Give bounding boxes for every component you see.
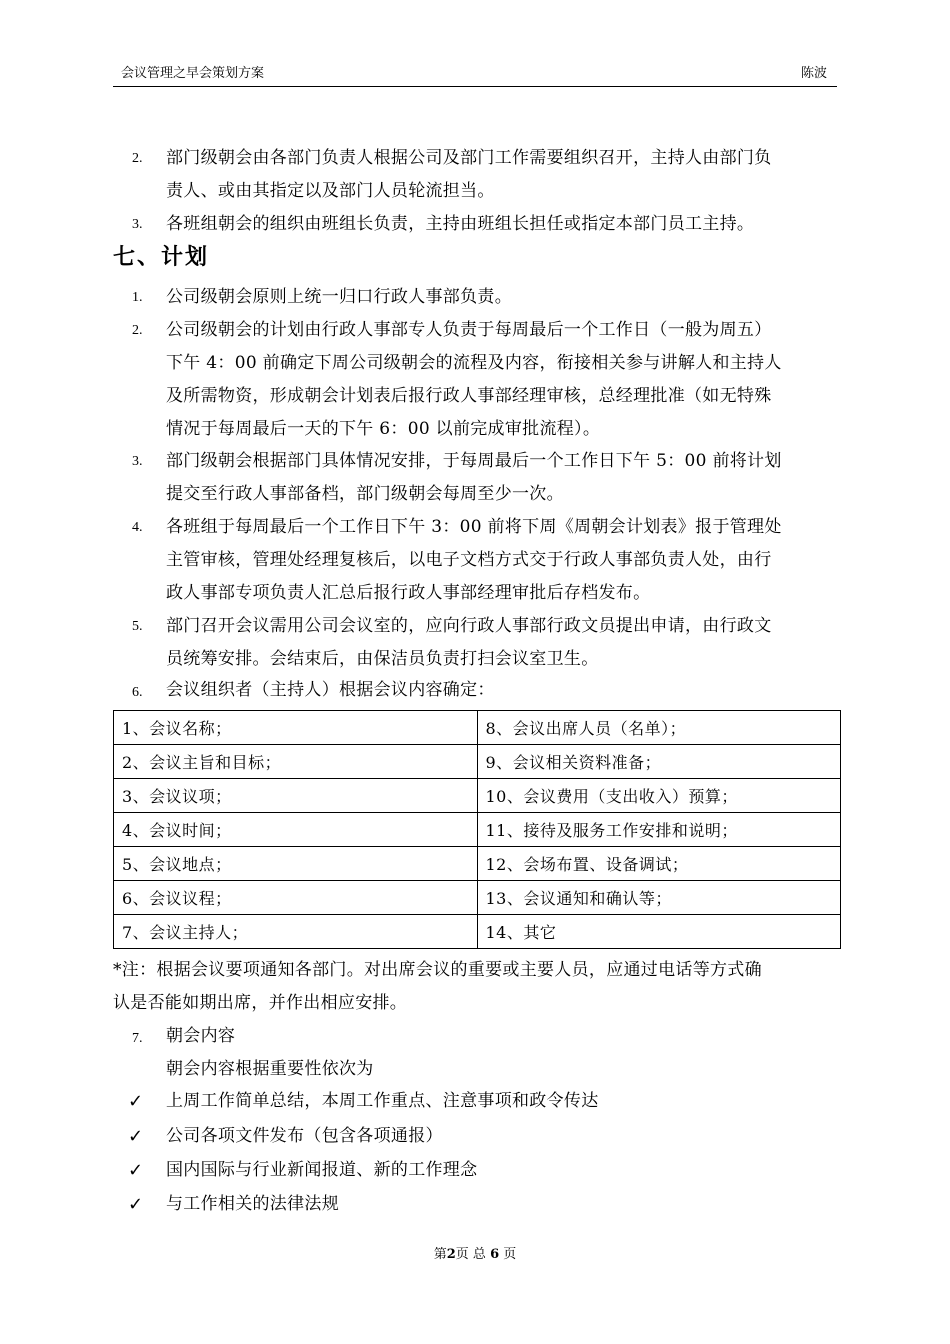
header-author: 陈波 bbox=[800, 66, 827, 81]
table-note bbox=[113, 954, 843, 1020]
page-footer bbox=[0, 1245, 950, 1265]
footer-page-number: 2 bbox=[446, 1247, 456, 1262]
list-item bbox=[166, 1020, 844, 1086]
list-item bbox=[166, 674, 844, 707]
footer-suffix: 页 bbox=[499, 1247, 517, 1262]
table-cell: 7、会议主持人； bbox=[114, 915, 478, 949]
table-cell: 3、会议议项； bbox=[114, 779, 478, 813]
list-item-line: 公司级朝会的计划由行政人事部专人负责于每周最后一个工作日（一般为周五） bbox=[166, 320, 772, 340]
list-item bbox=[166, 314, 844, 446]
table-row bbox=[114, 847, 841, 881]
table-cell: 13、会议通知和确认等； bbox=[477, 881, 841, 915]
list-number: 2. bbox=[132, 323, 143, 338]
meeting-items-table bbox=[113, 710, 841, 949]
table-row bbox=[114, 813, 841, 847]
table-row bbox=[114, 745, 841, 779]
table-row bbox=[114, 711, 841, 745]
check-item: 上周工作简单总结，本周工作重点、注意事项和政令传达 bbox=[166, 1091, 599, 1111]
checkmark-icon: ✓ bbox=[128, 1091, 144, 1112]
list-item bbox=[166, 142, 844, 208]
table-cell: 2、会议主旨和目标； bbox=[114, 745, 478, 779]
table-row bbox=[114, 881, 841, 915]
check-item: 公司各项文件发布（包含各项通报） bbox=[166, 1126, 443, 1146]
footer-prefix: 第 bbox=[433, 1247, 447, 1262]
table-cell: 11、接待及服务工作安排和说明； bbox=[477, 813, 841, 847]
list-item-line: 政人事部专项负责人汇总后报行政人事部经理审批后存档发布。 bbox=[166, 583, 651, 603]
checkmark-icon: ✓ bbox=[128, 1160, 144, 1181]
list-number: 3. bbox=[132, 454, 143, 469]
list-item-title: 朝会内容 bbox=[166, 1026, 236, 1046]
list-number: 3. bbox=[132, 217, 143, 232]
list-number: 5. bbox=[132, 619, 143, 634]
table-cell: 5、会议地点； bbox=[114, 847, 478, 881]
list-item-line: 提交至行政人事部备档，部门级朝会每周至少一次。 bbox=[166, 484, 564, 504]
note-line: 认是否能如期出席，并作出相应安排。 bbox=[113, 993, 408, 1013]
list-item-line: 各班组于每周最后一个工作日下午 3：00 前将下周《周朝会计划表》报于管理处 bbox=[166, 517, 782, 537]
list-item-line: 公司级朝会原则上统一归口行政人事部负责。 bbox=[166, 287, 512, 307]
footer-middle: 页 总 bbox=[455, 1247, 486, 1262]
list-item-line: 主管审核，管理处经理复核后，以电子文档方式交于行政人事部负责人处，由行 bbox=[166, 550, 772, 570]
list-item bbox=[166, 445, 844, 511]
table-cell: 8、会议出席人员（名单）； bbox=[477, 711, 841, 745]
list-item-line: 及所需物资，形成朝会计划表后报行政人事部经理审核，总经理批准（如无特殊 bbox=[166, 386, 772, 406]
list-item-line: 下午 4：00 前确定下周公司级朝会的流程及内容，衔接相关参与讲解人和主持人 bbox=[166, 353, 782, 373]
list-item bbox=[166, 511, 844, 610]
table-row bbox=[114, 779, 841, 813]
list-item-line: 情况于每周最后一天的下午 6：00 以前完成审批流程）。 bbox=[166, 419, 601, 439]
list-item-line: 员统筹安排。会结束后，由保洁员负责打扫会议室卫生。 bbox=[166, 649, 599, 669]
section-title: 七、计划 bbox=[113, 245, 210, 270]
check-item: 国内国际与行业新闻报道、新的工作理念 bbox=[166, 1160, 478, 1180]
list-item-line: 部门召开会议需用公司会议室的，应向行政人事部行政文员提出申请，由行政文 bbox=[166, 616, 772, 636]
table-cell: 6、会议议程； bbox=[114, 881, 478, 915]
list-item bbox=[166, 208, 844, 241]
check-item: 与工作相关的法律法规 bbox=[166, 1194, 339, 1214]
list-item-line: 部门级朝会根据部门具体情况安排，于每周最后一个工作日下午 5：00 前将计划 bbox=[166, 451, 782, 471]
list-item-line: 会议组织者（主持人）根据会议内容确定： bbox=[166, 680, 495, 700]
list-number: 7. bbox=[132, 1031, 143, 1046]
page-header bbox=[113, 62, 837, 87]
list-number: 1. bbox=[132, 290, 143, 305]
table-cell: 1、会议名称； bbox=[114, 711, 478, 745]
list-item-line: 责人、或由其指定以及部门人员轮流担当。 bbox=[166, 181, 495, 201]
table-row bbox=[114, 915, 841, 949]
list-number: 2. bbox=[132, 151, 143, 166]
note-line: *注：根据会议要项通知各部门。对出席会议的重要或主要人员，应通过电话等方式确 bbox=[113, 960, 762, 980]
checkmark-icon: ✓ bbox=[128, 1126, 144, 1147]
table-cell: 10、会议费用（支出收入）预算； bbox=[477, 779, 841, 813]
header-title: 会议管理之早会策划方案 bbox=[121, 66, 265, 81]
table-cell: 12、会场布置、设备调试； bbox=[477, 847, 841, 881]
table-cell: 14、其它 bbox=[477, 915, 841, 949]
list-number: 4. bbox=[132, 520, 143, 535]
list-item bbox=[166, 281, 844, 314]
table-cell: 4、会议时间； bbox=[114, 813, 478, 847]
list-item-line: 各班组朝会的组织由班组长负责，主持由班组长担任或指定本部门员工主持。 bbox=[166, 214, 755, 234]
list-number: 6. bbox=[132, 685, 143, 700]
footer-total-pages: 6 bbox=[490, 1247, 500, 1262]
table-cell: 9、会议相关资料准备； bbox=[477, 745, 841, 779]
list-item-subtitle: 朝会内容根据重要性依次为 bbox=[166, 1059, 374, 1079]
checkmark-icon: ✓ bbox=[128, 1194, 144, 1215]
list-item-line: 部门级朝会由各部门负责人根据公司及部门工作需要组织召开，主持人由部门负 bbox=[166, 148, 772, 168]
list-item bbox=[166, 610, 844, 676]
